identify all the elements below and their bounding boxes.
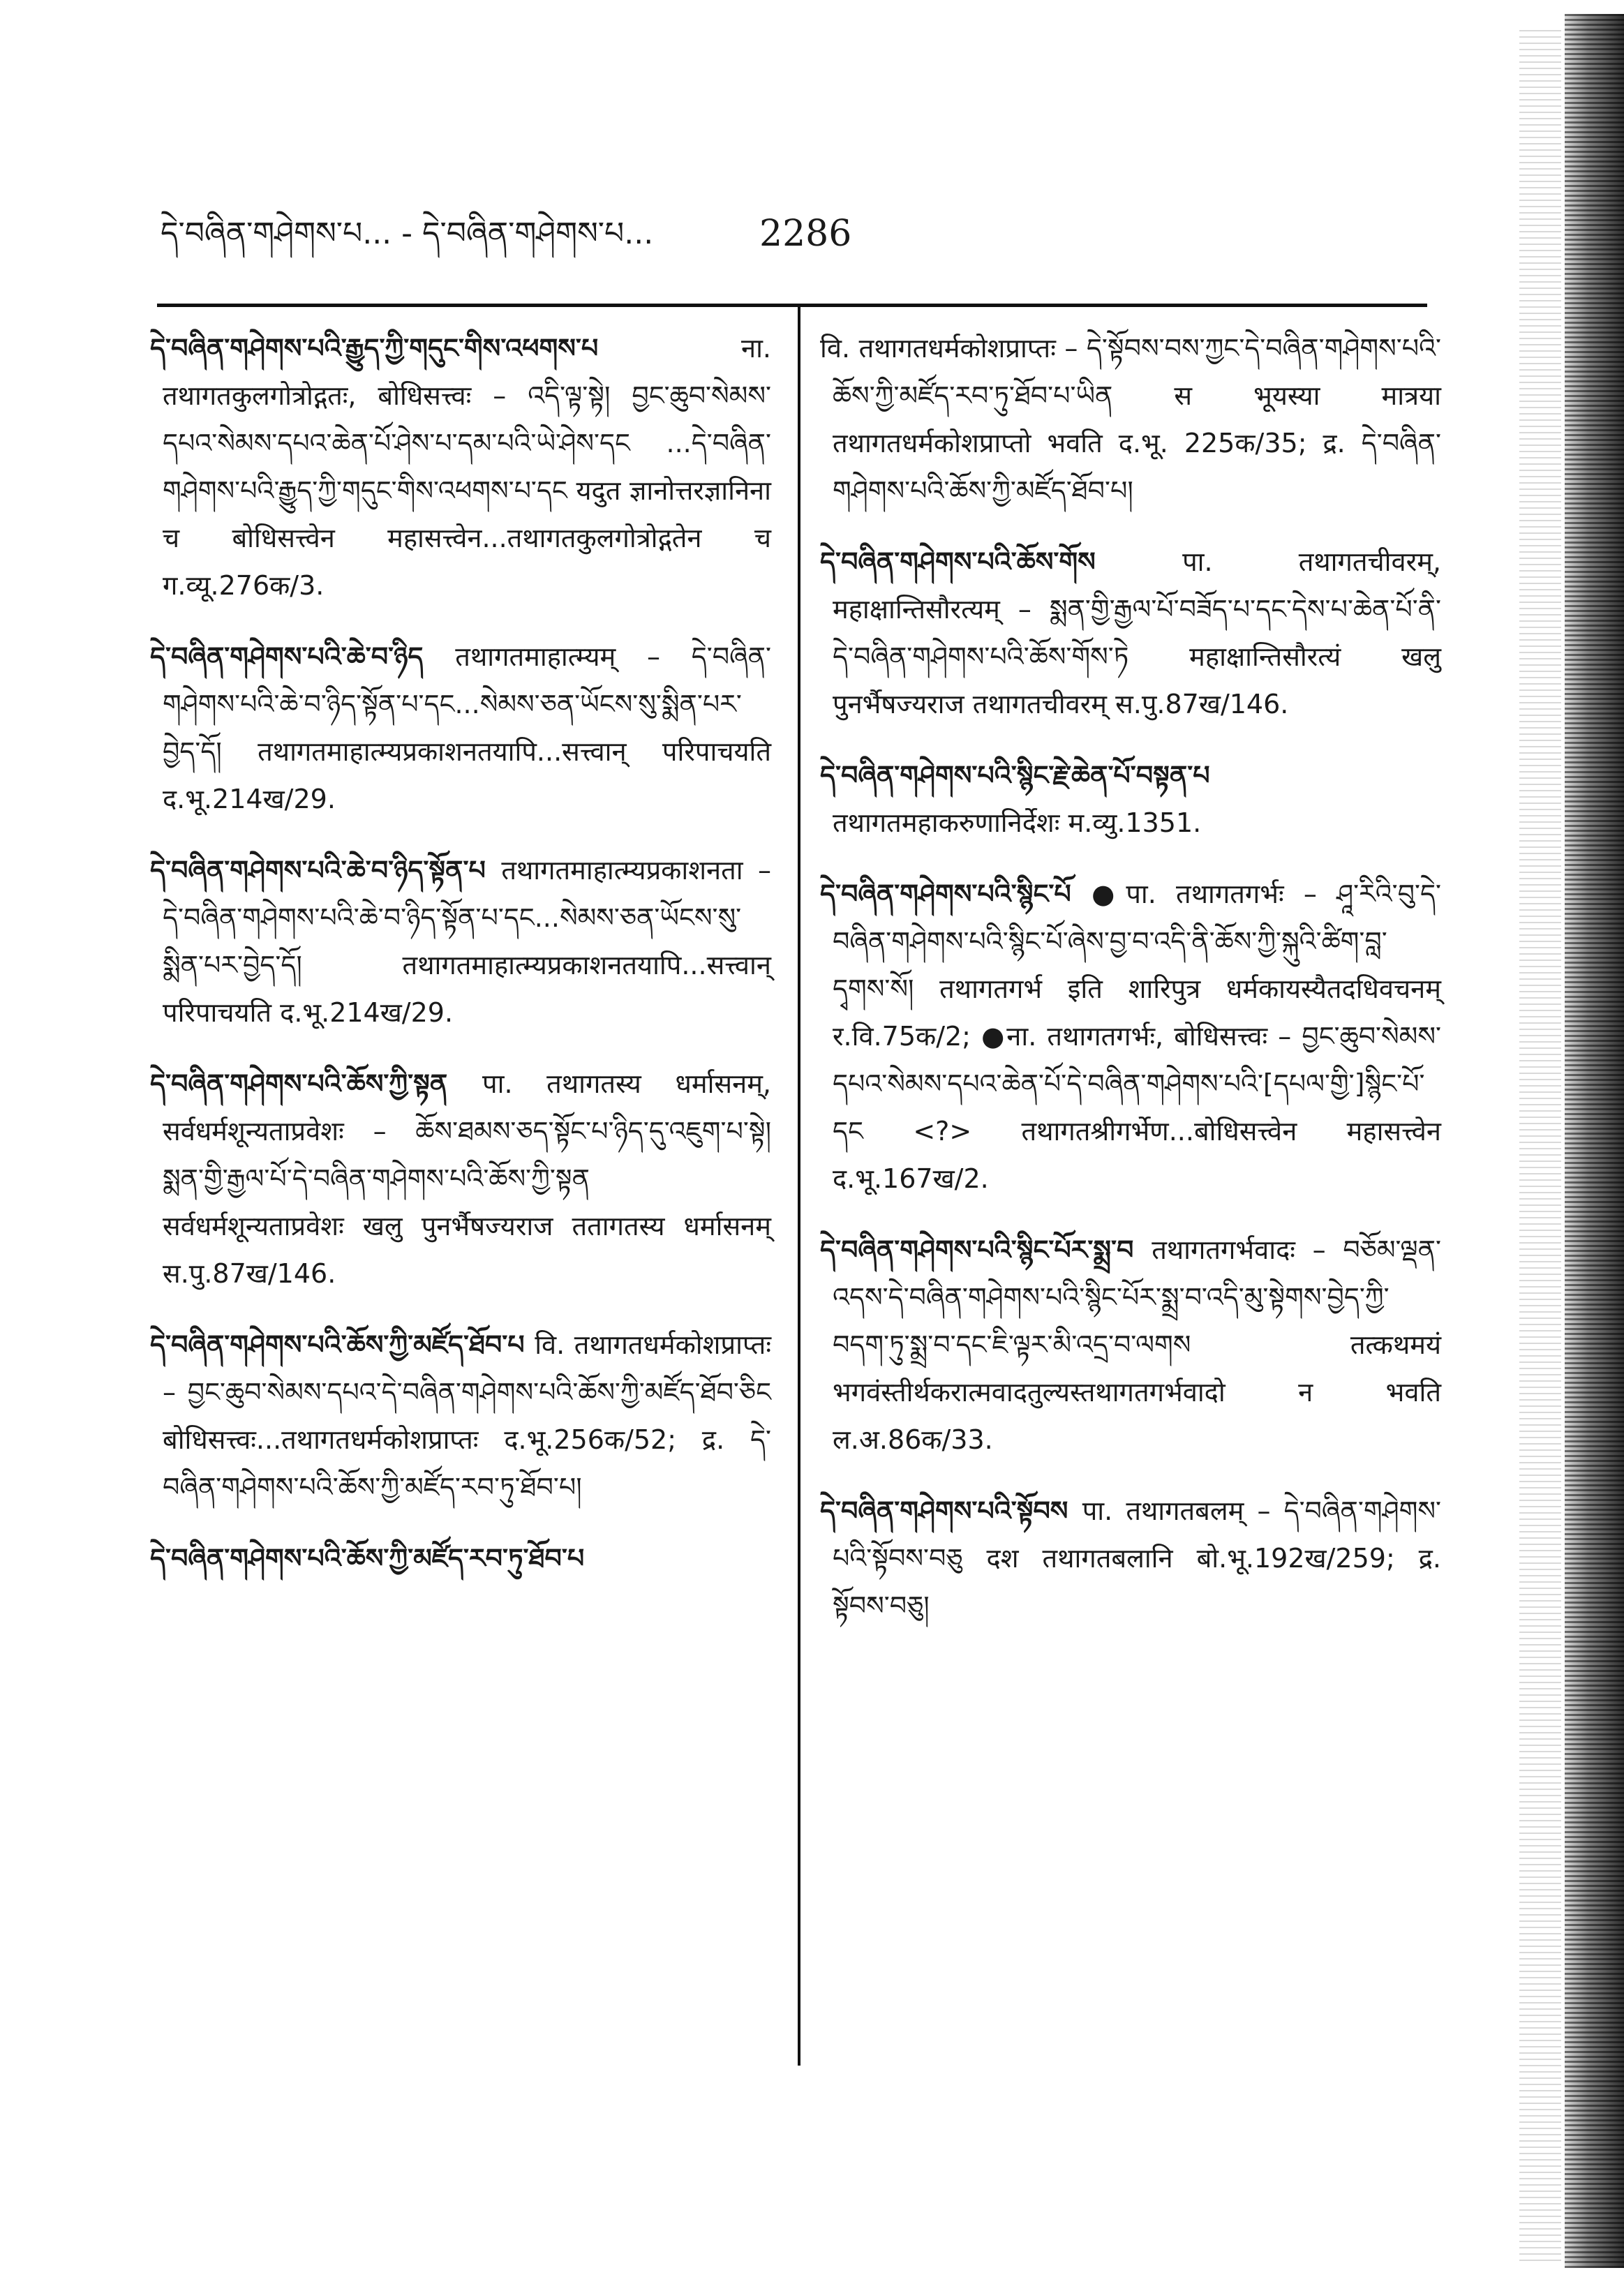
dictionary-entry (150, 846, 771, 1036)
entry-headword: དེ་བཞིན་གཤེགས་པའི་རྒྱུད་ཀྱི་གདུང་གིས་འཕགས་པ (150, 333, 741, 364)
entry-definition: पा. तथागतस्य धर्मासनम्, सर्वधर्मशून्यताप्रवेशः – ཆོས་ཐམས་ཅད་སྟོང་པ་ཉིད་དུ་འཇུག་པ་སྟེ། སྨན་གྱི་རྒྱལ་པོ་དེ་བཞིན་གཤེགས་པའི་ཆོས་ཀྱི་སྟན सर्वधर्मशून्यताप्रवेशः खलु पुनर्भैषज्यराज ततागतस्य धर्मासनम् स.पु.87ख/146. (163, 1068, 771, 1289)
entry-headword: དེ་བཞིན་གཤེགས་པའི་སྙིང་པོར་སྨྲ་བ (820, 1234, 1152, 1265)
header-rule (157, 304, 1427, 307)
entry-headword: དེ་བཞིན་གཤེགས་པའི་ཆོས་ཀྱི་མཛོད་རབ་ཏུ་ཐོབ་པ (150, 1543, 585, 1574)
entry-headword: དེ་བཞིན་གཤེགས་པའི་ཆོས་གོས (820, 546, 1183, 577)
scan-noise (1519, 28, 1561, 2261)
right-column (820, 324, 1441, 1653)
dictionary-entry (150, 1321, 771, 1511)
entry-definition: ना. तथागतकुलगोत्रोद्गतः, बोधिसत्त्वः – འདི་ལྟ་སྟེ། བྱང་ཆུབ་སེམས་དཔའ་སེམས་དཔའ་ཆེན་པོ་ཤེས་པ་དམ་པའི་ཡེ་ཤེས་དང ...དེ་བཞིན་གཤེགས་པའི་རྒྱུད་ཀྱི་གདུང་གིས་འཕགས་པ་དང यदुत ज्ञानोत्तरज्ञानिना च बोधिसत्त्वेन महासत्त्वेन...तथागतकुलगोत्रोद्गतेन च ग.व्यू.276क/3. (163, 333, 771, 601)
entry-headword: དེ་བཞིན་གཤེགས་པའི་སྙིང་པོ (820, 879, 1092, 909)
entry-headword: དེ་བཞིན་གཤེགས་པའི་སྟོབས (820, 1495, 1082, 1526)
column-divider (798, 307, 800, 2066)
scan-binding-shadow (1565, 14, 1624, 2268)
dictionary-entry (820, 538, 1441, 728)
dictionary-entry (820, 1487, 1441, 1629)
dictionary-entry (820, 1226, 1441, 1463)
entry-definition: वि. तथागतधर्मकोशप्राप्तः – བྱང་ཆུབ་སེམས་དཔའ་དེ་བཞིན་གཤེགས་པའི་ཆོས་ཀྱི་མཛོད་ཐོབ་ཅིང बोधिसत्त्वः...तथागतधर्मकोशप्राप्तः द.भू.256क/52; द्र. དེ་བཞིན་གཤེགས་པའི་ཆོས་ཀྱི་མཛོད་རབ་ཏུ་ཐོབ་པ། (163, 1329, 771, 1502)
entry-definition: तथागतमाहात्म्यप्रकाशनता – དེ་བཞིན་གཤེགས་པའི་ཆེ་བ་ཉིད་སྟོན་པ་དང...སེམས་ཅན་ཡོངས་སུ་སྨིན་པར་བྱེད་དོ། तथागतमाहात्म्यप्रकाशनतयापि...सत्त्वान् परिपाचयति द.भू.214ख/29. (163, 855, 771, 1028)
entry-definition: तथागतमाहात्म्यम् – དེ་བཞིན་གཤེགས་པའི་ཆེ་བ་ཉིད་སྟོན་པ་དང...སེམས་ཅན་ཡོངས་སུ་སྨིན་པར་བྱེད་དོ། तथागतमाहात्म्यप्रकाशनतयापि...सत्त्वान् परिपाचयति द.भू.214ख/29. (163, 641, 772, 814)
page-number: 2286 (759, 213, 852, 255)
entry-headword: དེ་བཞིན་གཤེགས་པའི་ཆོས་ཀྱི་མཛོད་ཐོབ་པ (150, 1329, 535, 1360)
entry-headword: དེ་བཞིན་གཤེགས་པའི་སྙིང་རྗེ་ཆེན་པོ་བསྟན་པ (820, 760, 1210, 791)
entry-definition: ●पा. तथागतगर्भः – ཤཱ་རིའི་བུ་དེ་བཞིན་གཤེགས་པའི་སྙིང་པོ་ཞེས་བྱ་བ་འདི་ནི་ཆོས་ཀྱི་སྐུའི་ཚིག་བླ་དྭགས་སོ། तथागतगर्भ इति शारिपुत्र धर्मकायस्यैतदधिवचनम् र.वि.75क/2; ●ना. तथागतगर्भः, बोधिसत्त्वः – བྱང་ཆུབ་སེམས་དཔའ་སེམས་དཔའ་ཆེན་པོ་དེ་བཞིན་གཤེགས་པའི་[དཔལ་གྱི་]སྙིང་པོ་དང <?> तथागतश्रीगर्भेण...बोधिसत्त्वेन महासत्त्वेन द.भू.167ख/2. (833, 879, 1441, 1194)
left-column (150, 324, 771, 1606)
dictionary-entry (820, 752, 1441, 846)
entry-headword: དེ་བཞིན་གཤེགས་པའི་ཆོས་ཀྱི་སྟན (150, 1068, 483, 1099)
dictionary-entry (150, 633, 771, 823)
page-header (161, 206, 1417, 262)
entry-definition: पा. तथागतचीवरम्, महाक्षान्तिसौरत्यम् – སྨན་གྱི་རྒྱལ་པོ་བཟོད་པ་དང་དེས་པ་ཆེན་པོ་ནི་དེ་བཞིན་གཤེགས་པའི་ཆོས་གོས་ཏེ महाक्षान्तिसौरत्यं खलु पुनर्भैषज्यराज तथागतचीवरम् स.पु.87ख/146. (833, 546, 1442, 719)
entry-definition: वि. तथागतधर्मकोशप्राप्तः – དེ་སྟོབས་བས་ཀྱང་དེ་བཞིན་གཤེགས་པའི་ཆོས་ཀྱི་མཛོད་རབ་ཏུ་ཐོབ་པ་ཡིན स भूयस्या मात्रया तथागतधर्मकोशप्राप्तो भवति द.भू. 225क/35; द्र. དེ་བཞིན་གཤེགས་པའི་ཆོས་ཀྱི་མཛོད་ཐོབ་པ། (820, 333, 1441, 506)
entry-headword: དེ་བཞིན་གཤེགས་པའི་ཆེ་བ་ཉིད (150, 641, 456, 672)
dictionary-entry (820, 870, 1441, 1202)
entry-definition: तथागतगर्भवादः – བཅོམ་ལྡན་འདས་དེ་བཞིན་གཤེགས་པའི་སྙིང་པོར་སྨྲ་བ་འདི་མུ་སྟེགས་བྱེད་ཀྱི་བདག་ཏུ་སྨྲ་བ་དང་ཇི་ལྟར་མི་འདྲ་བ་ལགས तत्कथमयं भगवंस्तीर्थकरात्मवादतुल्यस्तथागतगर्भवादो न भवति ल.अ.86क/33. (833, 1234, 1441, 1455)
entry-headword: དེ་བཞིན་གཤེགས་པའི་ཆེ་བ་ཉིད་སྟོན་པ (150, 855, 502, 886)
running-head: དེ་བཞིན་གཤེགས་པ... - དེ་བཞིན་གཤེགས་པ... (161, 216, 654, 251)
dictionary-entry (150, 1060, 771, 1297)
dictionary-entry-continued (820, 324, 1441, 514)
dictionary-entry (150, 324, 771, 609)
dictionary-entry (150, 1535, 771, 1582)
entry-definition: तथागतमहाकरुणानिर्देशः म.व्यु.1351. (833, 807, 1202, 838)
entry-definition: पा. तथागतबलम् – དེ་བཞིན་གཤེགས་པའི་སྟོབས་བཅུ दश तथागतबलानि बो.भू.192ख/259; द्र. སྟོབས་བཅུ། (833, 1495, 1441, 1621)
